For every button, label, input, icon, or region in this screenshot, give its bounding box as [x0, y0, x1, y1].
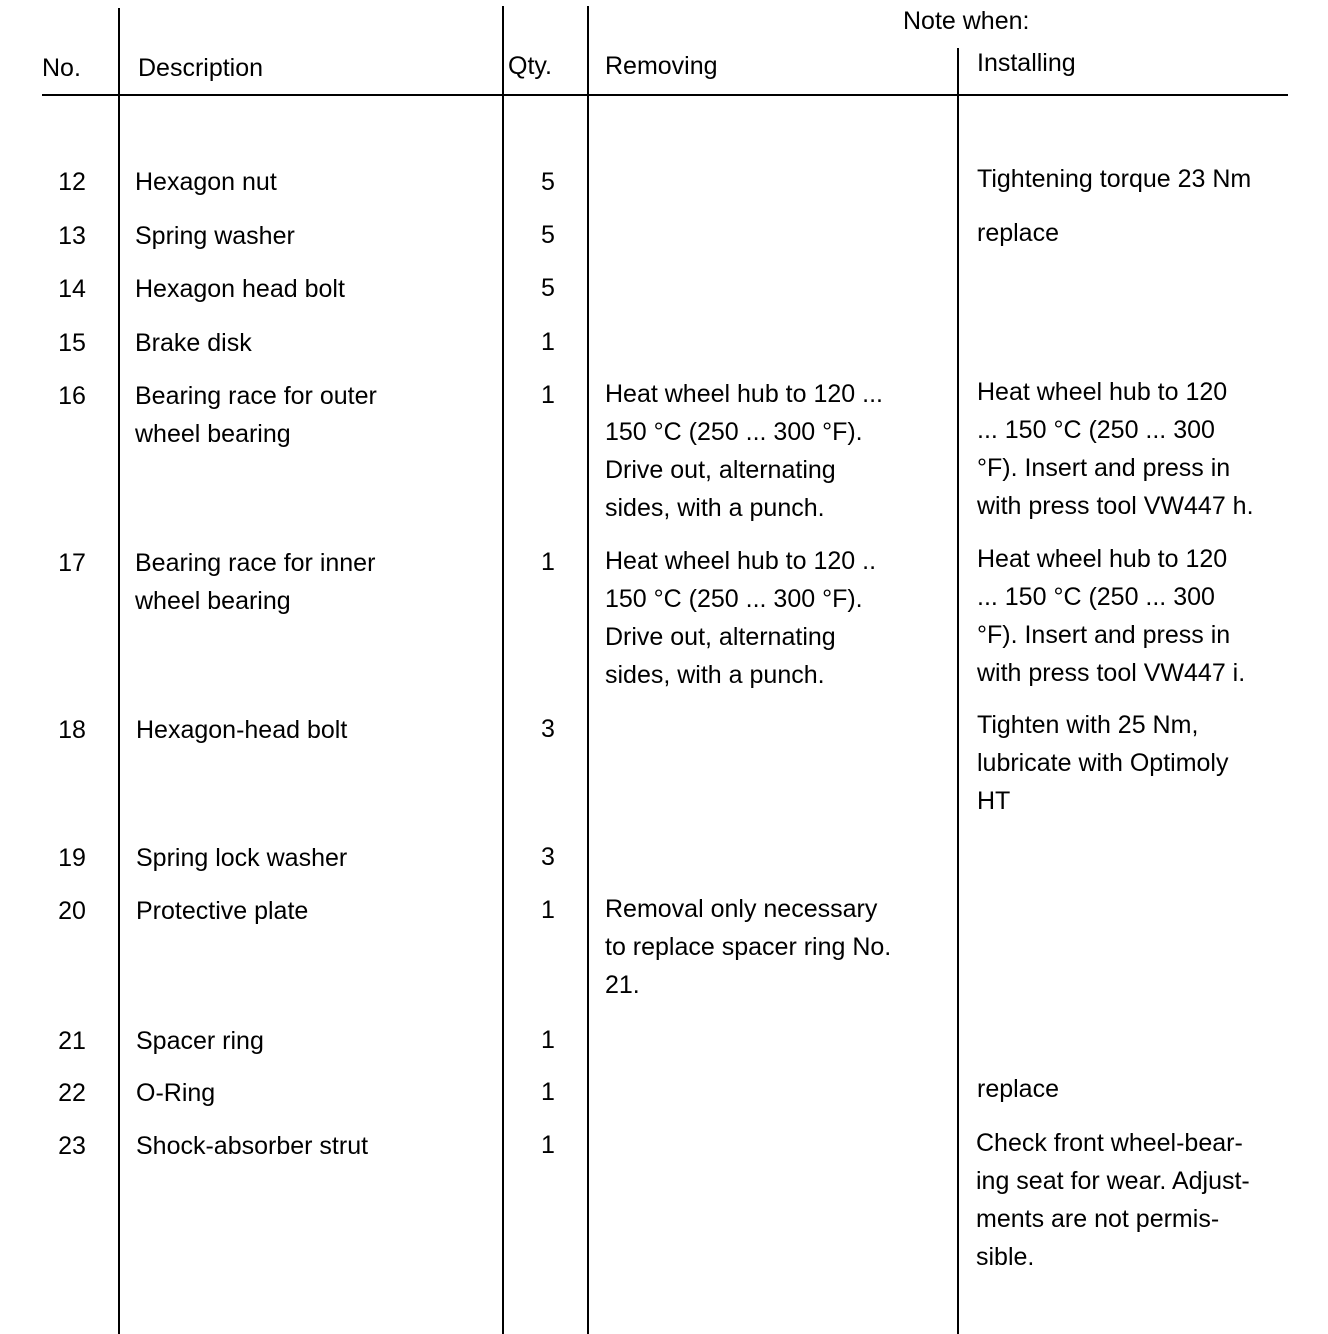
row-qty: 1: [541, 1131, 555, 1159]
row-qty: 5: [541, 168, 555, 196]
row-removing: Heat wheel hub to 120 ..: [605, 547, 877, 575]
row-description: wheel bearing: [135, 587, 291, 615]
row-number: 14: [58, 275, 86, 303]
row-removing: Drive out, alternating: [605, 623, 836, 651]
row-qty: 1: [541, 1078, 555, 1106]
row-installing: lubricate with Optimoly: [977, 749, 1229, 777]
row-installing: Heat wheel hub to 120: [977, 545, 1228, 573]
row-description: Bearing race for outer: [135, 382, 377, 410]
row-installing: replace: [977, 1075, 1059, 1103]
row-removing: Drive out, alternating: [605, 456, 836, 484]
row-qty: 5: [541, 221, 555, 249]
row-removing: 150 °C (250 ... 300 °F).: [605, 585, 863, 613]
row-installing: sible.: [976, 1243, 1035, 1271]
row-description: Hexagon-head bolt: [136, 716, 348, 744]
row-installing: ing seat for wear. Adjust-: [976, 1167, 1250, 1195]
row-qty: 1: [541, 381, 555, 409]
row-description: Bearing race for inner: [135, 549, 376, 577]
row-qty: 3: [541, 843, 555, 871]
row-installing: with press tool VW447 i.: [977, 659, 1246, 687]
row-number: 23: [58, 1132, 86, 1160]
row-installing: ... 150 °C (250 ... 300: [977, 416, 1215, 444]
row-removing: sides, with a punch.: [605, 494, 825, 522]
row-installing: Heat wheel hub to 120: [977, 378, 1228, 406]
row-removing: 21.: [605, 971, 640, 999]
row-installing: with press tool VW447 h.: [977, 492, 1254, 520]
row-qty: 1: [541, 328, 555, 356]
column-divider-no: [118, 8, 120, 1334]
row-description: wheel bearing: [135, 420, 291, 448]
row-installing: Tighten with 25 Nm,: [977, 711, 1199, 739]
column-divider-qty: [587, 6, 589, 1334]
row-installing: HT: [977, 787, 1011, 815]
header-note-when: Note when:: [903, 7, 1030, 35]
row-installing: °F). Insert and press in: [977, 454, 1231, 482]
row-number: 16: [58, 382, 86, 410]
row-description: O-Ring: [136, 1079, 216, 1107]
column-divider-description: [502, 6, 504, 1334]
row-number: 19: [58, 844, 86, 872]
row-number: 21: [58, 1027, 86, 1055]
row-description: Hexagon nut: [135, 168, 277, 196]
header-qty: Qty.: [508, 52, 552, 80]
row-removing: Removal only necessary: [605, 895, 878, 923]
row-installing: °F). Insert and press in: [977, 621, 1231, 649]
header-removing: Removing: [605, 52, 718, 80]
row-qty: 5: [541, 274, 555, 302]
row-removing: to replace spacer ring No.: [605, 933, 892, 961]
row-number: 12: [58, 168, 86, 196]
row-number: 22: [58, 1079, 86, 1107]
row-number: 20: [58, 897, 86, 925]
row-removing: 150 °C (250 ... 300 °F).: [605, 418, 863, 446]
row-number: 15: [58, 329, 86, 357]
row-number: 18: [58, 716, 86, 744]
row-number: 13: [58, 222, 86, 250]
row-installing: ments are not permis-: [976, 1205, 1220, 1233]
row-qty: 3: [541, 715, 555, 743]
header-installing: Installing: [977, 49, 1076, 77]
row-description: Spring washer: [135, 222, 295, 250]
row-description: Spring lock washer: [136, 844, 348, 872]
row-installing: Tightening torque 23 Nm: [977, 165, 1252, 193]
row-qty: 1: [541, 1026, 555, 1054]
row-installing: ... 150 °C (250 ... 300: [977, 583, 1215, 611]
row-removing: sides, with a punch.: [605, 661, 825, 689]
header-description: Description: [138, 54, 264, 82]
row-installing: replace: [977, 219, 1059, 247]
row-installing: Check front wheel-bear-: [976, 1129, 1243, 1157]
row-description: Protective plate: [136, 897, 309, 925]
row-description: Spacer ring: [136, 1027, 264, 1055]
row-qty: 1: [541, 896, 555, 924]
row-removing: Heat wheel hub to 120 ...: [605, 380, 883, 408]
header-no: No.: [42, 54, 81, 82]
row-description: Hexagon head bolt: [135, 275, 345, 303]
header-rule: [42, 94, 1288, 96]
row-number: 17: [58, 549, 86, 577]
row-description: Shock-absorber strut: [136, 1132, 369, 1160]
row-description: Brake disk: [135, 329, 252, 357]
column-divider-removing: [957, 48, 959, 1334]
row-qty: 1: [541, 548, 555, 576]
